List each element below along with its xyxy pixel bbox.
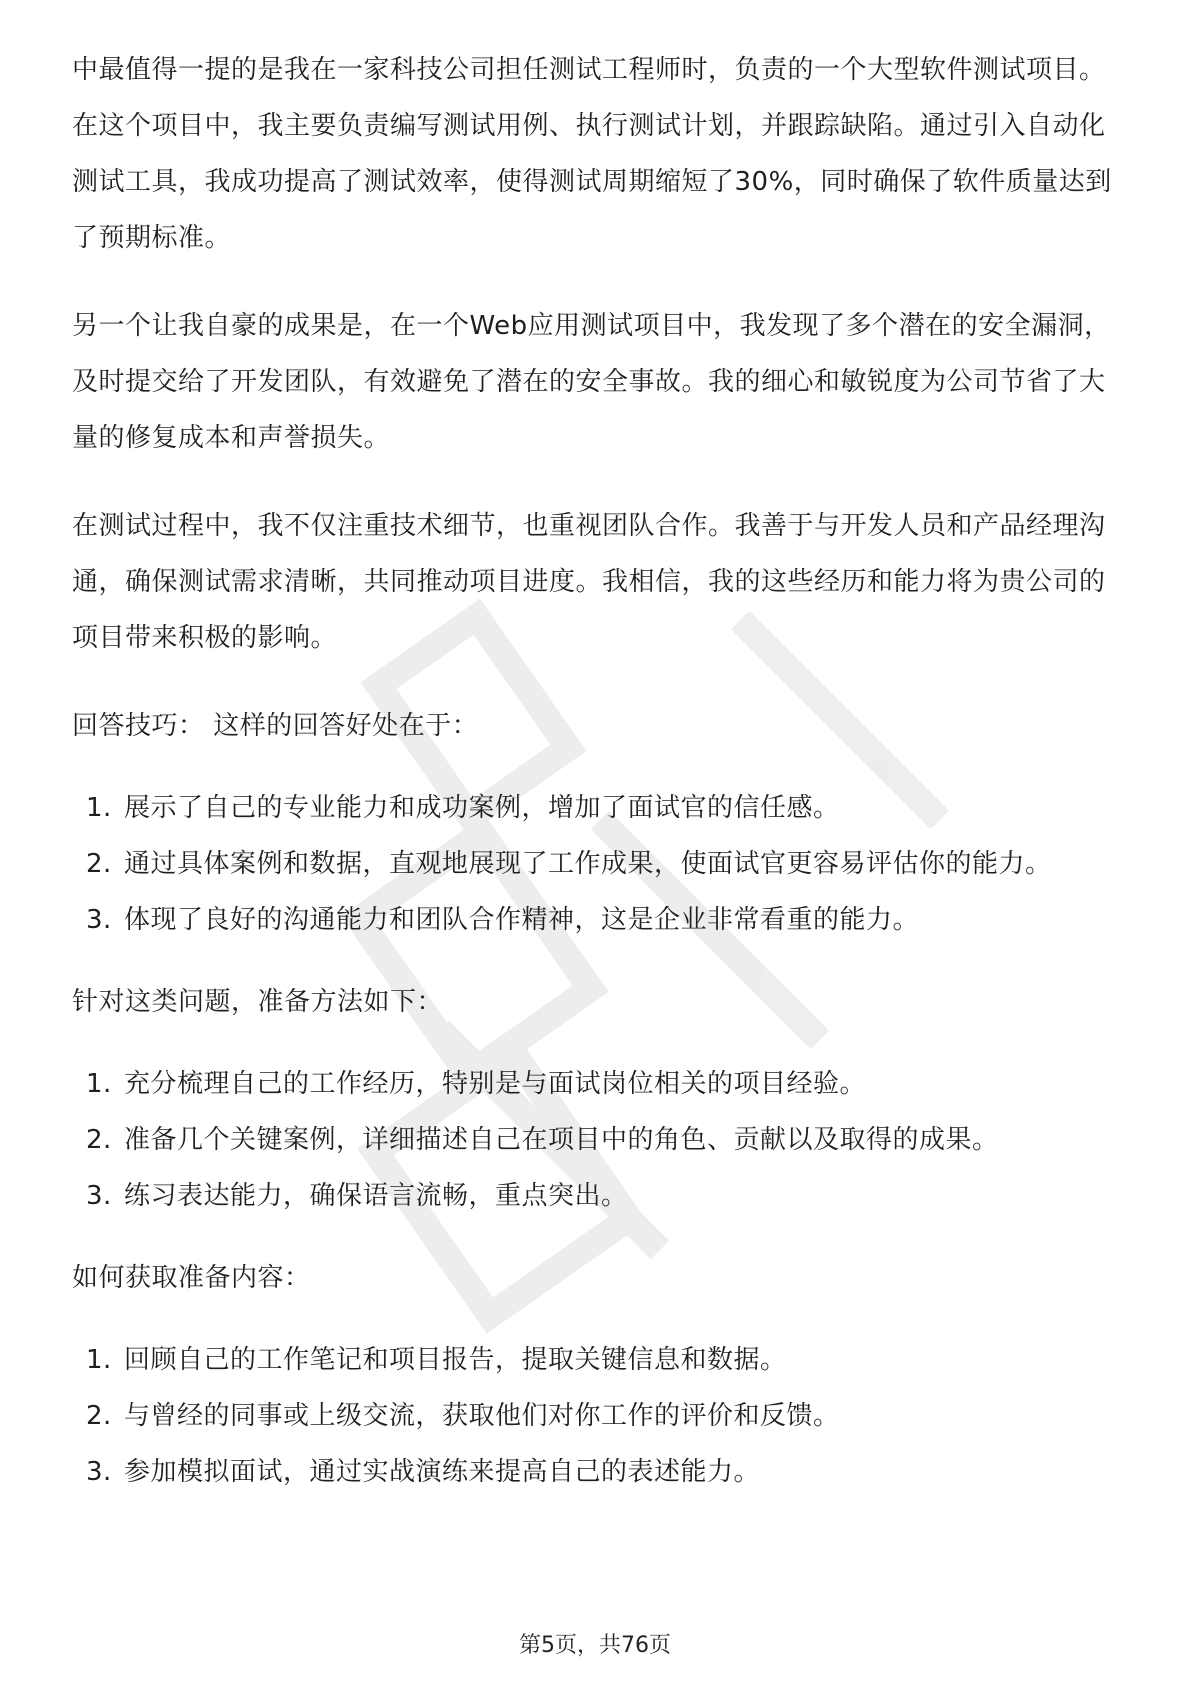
list-item: 1. 展示了自己的专业能力和成功案例，增加了面试官的信任感。 [86, 793, 840, 823]
paragraph-3: 在测试过程中，我不仅注重技术细节，也重视团队合作。我善于与开发人员和产品经理沟通，确保测试需求清晰，共同推动项目进度。我相信，我的这些经历和能力将为贵公司的项目带来积极的影响。 [72, 511, 1106, 653]
list-item: 2. 与曾经的同事或上级交流，获取他们对你工作的评价和反馈。 [86, 1401, 840, 1431]
page-number-footer: 第5页，共76页 [519, 1633, 671, 1658]
list-item: 1. 回顾自己的工作笔记和项目报告，提取关键信息和数据。 [86, 1345, 787, 1375]
main-content [72, 42, 1122, 1526]
source-heading: 如何获取准备内容： [72, 1263, 311, 1293]
list-item: 1. 充分梳理自己的工作经历，特别是与面试岗位相关的项目经验。 [86, 1069, 867, 1099]
list-item: 3. 体现了良好的沟通能力和团队合作精神，这是企业非常看重的能力。 [86, 905, 920, 935]
paragraph-2: 另一个让我自豪的成果是，在一个Web应用测试项目中，我发现了多个潜在的安全漏洞，及时提交给了开发团队，有效避免了潜在的安全事故。我的细心和敏锐度为公司节省了大量的修复成本和声誉损失。 [72, 311, 1111, 453]
prep-heading: 针对这类问题，准备方法如下： [72, 987, 444, 1017]
list-item: 3. 练习表达能力，确保语言流畅，重点突出。 [86, 1181, 628, 1211]
list-item: 3. 参加模拟面试，通过实战演练来提高自己的表述能力。 [86, 1457, 761, 1487]
list-item: 2. 准备几个关键案例，详细描述自己在项目中的角色、贡献以及取得的成果。 [86, 1125, 999, 1155]
prep-list [72, 1056, 1122, 1224]
tips-list [72, 780, 1122, 948]
tips-heading: 回答技巧： 这样的回答好处在于： [72, 711, 479, 741]
source-list [72, 1332, 1122, 1500]
paragraph-1: 中最值得一提的是我在一家科技公司担任测试工程师时，负责的一个大型软件测试项目。在这个项目中，我主要负责编写测试用例、执行测试计划，并跟踪缺陷。通过引入自动化测试工具，我成功提高了测试效率，使得测试周期缩短了30%，同时确保了软件质量达到了预期标准。 [72, 55, 1112, 253]
list-item: 2. 通过具体案例和数据，直观地展现了工作成果，使面试官更容易评估你的能力。 [86, 849, 1052, 879]
